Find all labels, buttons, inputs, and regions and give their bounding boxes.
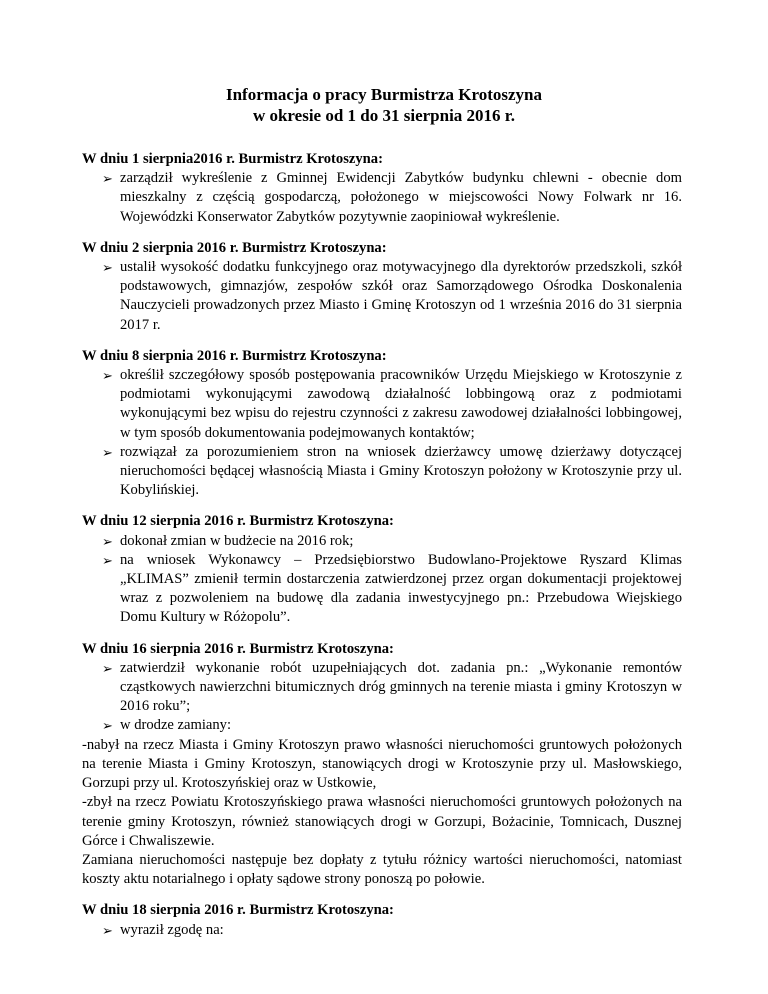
bullet-item xyxy=(102,258,682,335)
arrowhead-bullet-icon: ➢ xyxy=(102,260,113,276)
bullet-list xyxy=(82,532,682,628)
bullet-text: wyraził zgodę na: xyxy=(120,921,224,938)
bullet-item xyxy=(102,169,682,227)
bullet-item xyxy=(102,551,682,628)
date-section xyxy=(82,347,682,501)
title-line-2: w okresie od 1 do 31 sierpnia 2016 r. xyxy=(252,106,516,125)
body-paragraph: -nabył na rzecz Miasta i Gminy Krotoszyn prawo własności nieruchomości gruntowych położonych na terenie Miasta i Gminy Krotoszyn, stanowiących drogi w Krotoszynie przy ul. Masłowskiego, Gorzupi przy ul. Krotoszyńskiej oraz w Ustkowie, xyxy=(82,736,682,792)
date-section xyxy=(82,239,682,335)
bullet-item xyxy=(102,921,682,940)
document-body xyxy=(82,150,682,952)
body-paragraph: Zamiana nieruchomości następuje bez dopłaty z tytułu różnicy wartości nieruchomości, natomiast koszty aktu notarialnego i opłaty sądowe strony ponoszą po połowie. xyxy=(82,851,682,888)
bullet-list xyxy=(82,169,682,227)
arrowhead-bullet-icon: ➢ xyxy=(102,718,113,734)
arrowhead-bullet-icon: ➢ xyxy=(102,171,113,187)
bullet-text: na wniosek Wykonawcy – Przedsiębiorstwo Budowlano-Projektowe Ryszard Klimas „KLIMAS” zmienił termin dostarczenia zatwierdzonej przez organ dokumentacji projektowej wraz z pozwoleniem na budowę dla zadania inwestycyjnego pn.: Przebudowa Wiejskiego Domu Kultury w Różopolu”. xyxy=(120,551,682,626)
bullet-list xyxy=(82,258,682,335)
bullet-item xyxy=(102,532,682,551)
bullet-list xyxy=(82,366,682,500)
bullet-text: w drodze zamiany: xyxy=(120,717,232,734)
date-section xyxy=(82,150,682,227)
bullet-list xyxy=(82,921,682,940)
section-heading: W dniu 2 sierpnia 2016 r. Burmistrz Krotoszyna: xyxy=(82,239,387,256)
bullet-item xyxy=(102,443,682,501)
bullet-item xyxy=(102,659,682,717)
document-title xyxy=(0,84,768,126)
bullet-text: określił szczegółowy sposób postępowania pracowników Urzędu Miejskiego w Krotoszynie z podmiotami wykonującymi zawodową działalność lobbingową oraz z podmiotami wykonującymi bez wpisu do rejestru czynności z zakresu zawodowej działalności lobbingowej, w tym sposób dokumentowania podejmowanych kontaktów; xyxy=(120,367,682,441)
section-heading: W dniu 12 sierpnia 2016 r. Burmistrz Krotoszyna: xyxy=(82,513,394,530)
bullet-list xyxy=(82,659,682,736)
arrowhead-bullet-icon: ➢ xyxy=(102,922,113,938)
section-heading: W dniu 8 sierpnia 2016 r. Burmistrz Krotoszyna: xyxy=(82,347,387,364)
date-section xyxy=(82,901,682,939)
section-heading: W dniu 1 sierpnia2016 r. Burmistrz Krotoszyna: xyxy=(82,151,383,167)
arrowhead-bullet-icon: ➢ xyxy=(102,552,113,568)
bullet-text: zatwierdził wykonanie robót uzupełniających dot. zadania pn.: „Wykonanie remontów cząstkowych nawierzchni bitumicznych dróg gminnych na terenie miasta i gminy Krotoszyn w 2016 roku”; xyxy=(120,659,682,715)
body-paragraph: -zbył na rzecz Powiatu Krotoszyńskiego prawa własności nieruchomości gruntowych położonych na terenie gminy Krotoszyn, również stanowiących drogi w Gorzupi, Bożacinie, Tomnicach, Dusznej Górce i Chwaliszewie. xyxy=(82,794,682,849)
section-heading: W dniu 16 sierpnia 2016 r. Burmistrz Krotoszyna: xyxy=(82,640,394,657)
date-section xyxy=(82,640,682,890)
section-heading: W dniu 18 sierpnia 2016 r. Burmistrz Krotoszyna: xyxy=(82,902,394,919)
arrowhead-bullet-icon: ➢ xyxy=(102,368,113,384)
bullet-text: zarządził wykreślenie z Gminnej Ewidencji Zabytków budynku chlewni - obecnie dom mieszkalny z częścią gospodarczą, położonego w miejscowości Nowy Folwark nr 16. Wojewódzki Konserwator Zabytków pozytywnie zaopiniował wykreślenie. xyxy=(120,170,682,225)
bullet-item xyxy=(102,366,682,443)
bullet-text: dokonał zmian w budżecie na 2016 rok; xyxy=(120,532,354,549)
arrowhead-bullet-icon: ➢ xyxy=(102,533,113,549)
title-line-1: Informacja o pracy Burmistrza Krotoszyna xyxy=(225,85,543,104)
bullet-item xyxy=(102,716,682,735)
bullet-text: rozwiązał za porozumieniem stron na wniosek dzierżawcy umowę dzierżawy dotyczącej nieruchomości będącej własnością Miasta i Gminy Krotoszyn położony w Krotoszynie przy ul. Kobylińskiej. xyxy=(120,443,682,499)
bullet-text: ustalił wysokość dodatku funkcyjnego oraz motywacyjnego dla dyrektorów przedszkoli, szkół podstawowych, gimnazjów, zespołów szkół oraz Samorządowego Ośrodka Doskonalenia Nauczycieli prowadzonych przez Miasto i Gminę Krotoszyn od 1 września 2016 do 31 sierpnia 2017 r. xyxy=(120,259,682,333)
date-section xyxy=(82,512,682,627)
arrowhead-bullet-icon: ➢ xyxy=(102,660,113,676)
arrowhead-bullet-icon: ➢ xyxy=(102,444,113,460)
